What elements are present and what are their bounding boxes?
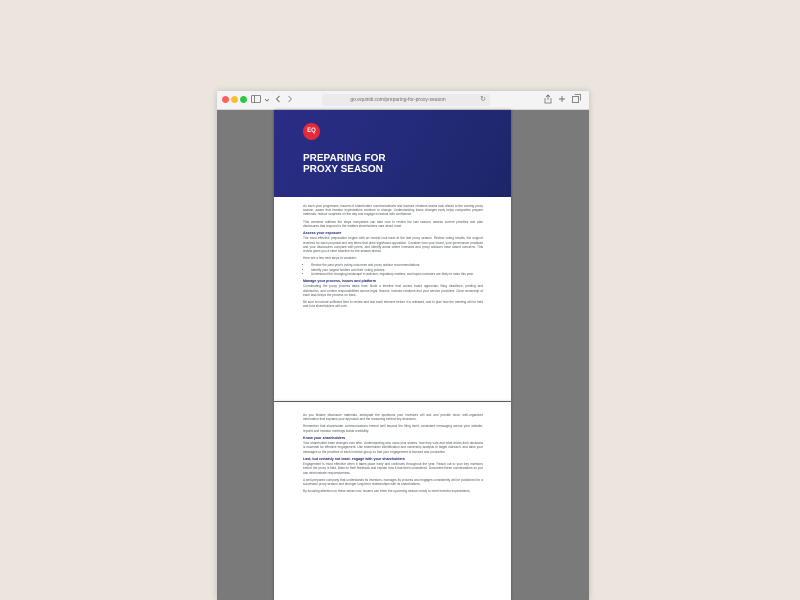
sidebar-toggle-icon[interactable] (251, 94, 261, 106)
new-tab-icon[interactable] (557, 94, 567, 106)
section-heading-know: Know your shareholders (303, 435, 346, 440)
page-2-content (303, 413, 483, 496)
engage-paragraph: Engagement is most effective when it takes place early and continues throughout the year. Reach out to your key investors before the proxy is filed, listen to their feedback and explain how it has been considered. Document these conversations so you can demonstrate responsiveness. (303, 462, 483, 475)
zoom-window-button[interactable] (240, 96, 247, 103)
title-line-2: PROXY SEASON (303, 164, 383, 175)
know-paragraph: Your shareholder base changes over time. Understanding who owns your shares, how they vote and what drives their decisions is essential for effective engagement. Use shareholder identification and ownership analysis to target outreach, and tailor your messages to the priorities of each investor group so that your engagement is focused and productive. (303, 441, 483, 454)
section-heading-assess: Assess your exposure (303, 231, 342, 236)
list-item: • Review the past year's voting outcomes and proxy advisor recommendations. (311, 263, 483, 267)
next-steps-intro: Here are a few next steps to consider: (303, 256, 357, 261)
document-page-1 (274, 110, 511, 401)
intro-paragraph-1: As each year progresses, issuers of shareholder communications and investor relations teams look ahead to the coming proxy season, aware that investor expectations continue to change. Understanding those changes early helps companies prepare materials, reduce surprises on the day and engage investors with confidence. (303, 204, 483, 217)
document-page-2 (274, 402, 511, 600)
browser-toolbar (217, 91, 589, 110)
page-1-content (303, 204, 483, 311)
forward-icon[interactable] (285, 94, 295, 106)
reload-icon[interactable]: ↻ (480, 96, 486, 103)
chevron-down-icon[interactable] (262, 94, 272, 106)
tab-overview-icon[interactable] (571, 94, 581, 106)
address-bar[interactable] (322, 94, 490, 106)
closing-paragraph: By focusing attention on these areas now, issuers can enter the upcoming season ready to meet investor expectations. (303, 489, 471, 494)
eq-logo: EQ (303, 123, 320, 140)
share-icon[interactable] (543, 94, 553, 106)
title-line-1: PREPARING FOR (303, 153, 386, 164)
list-item: • Understand the changing landscape in activism, regulatory matters, and topics investors are likely to raise this year. (311, 272, 483, 276)
engage-paragraph-2: A well-prepared company that understands its investors, manages its process and engages consistently will be positioned for a successful proxy season and stronger long-term relationships with its shareholders. (303, 477, 483, 487)
list-item: • Identify your largest holders and their voting policies. (311, 268, 483, 272)
manage-paragraph: Coordinating the proxy process takes time. Build a timeline that covers board approvals, filing deadlines, printing and distribution, and confirm responsibilities across legal, finance, investor relations and your service providers. Clear ownership of each task keeps the process on track. (303, 284, 483, 297)
page-2-paragraph-2: Remember that shareholder communications extend well beyond the filing itself; consistent messaging across your website, reports and investor meetings builds credibility. (303, 424, 483, 433)
browser-window (217, 91, 589, 600)
section-heading-manage: Manage your process, issues and platform (303, 279, 376, 284)
document-title (303, 153, 483, 175)
page-2-paragraph-1: As you finalize disclosure materials, anticipate the questions your investors will ask and provide clear, well-organized information that explains your approach and the reasoning behind key decisions. (303, 413, 483, 422)
intro-paragraph-2: This overview outlines the steps companies can take now to review the last season, assess current priorities and plan disclosures that respond to the matters shareholders care about most. (303, 219, 483, 228)
minimize-window-button[interactable] (231, 96, 238, 103)
section-heading-engage: Last, but certainly not least: engage with your shareholders (303, 456, 405, 461)
next-steps-list (303, 263, 483, 276)
back-icon[interactable] (273, 94, 283, 106)
assess-paragraph: The most effective preparation begins with an honest look back at the last proxy season. Review voting results, the support received for each proposal and any items that drew significant opposition. Consider how your board, your governance practices and your disclosures compare with peers, and identify areas where investors and proxy advisors have raised concerns. This review gives you a clear baseline for the season ahead. (303, 236, 483, 254)
title-banner (274, 110, 511, 197)
url-text: go.equiniti.com/preparing-for-proxy-season (350, 97, 446, 103)
close-window-button[interactable] (222, 96, 229, 103)
manage-paragraph-2: Be sure to include sufficient time to review and test each element before it is released, and to plan how the meeting will be held and how shareholders will vote. (303, 300, 483, 309)
